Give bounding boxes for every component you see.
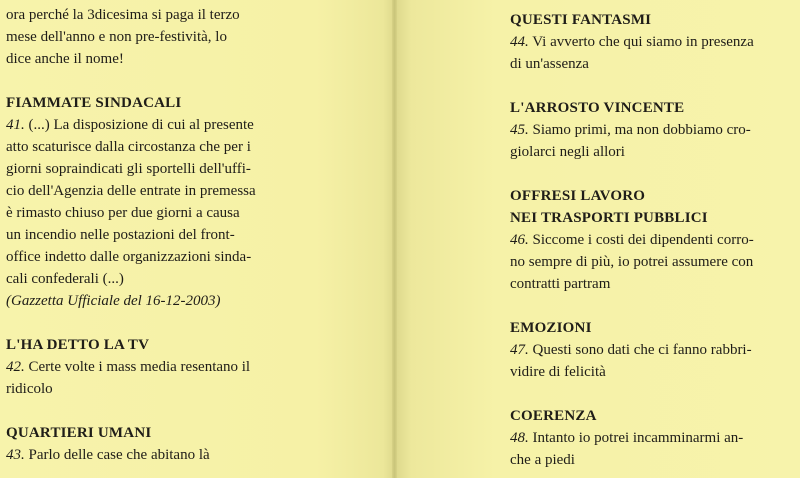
entry-title: EMOZIONI [510,320,592,336]
text-line: giolarci negli allori [510,144,625,160]
entry-title: QUESTI FANTASMI [510,12,652,28]
text-line: vidire di felicità [510,364,606,380]
entry-42 [6,334,280,400]
text-line: ridicolo [6,381,53,397]
text-line: 46. Siccome i costi dei dipendenti corro- [510,232,754,248]
entry-46 [510,185,782,295]
text-line: 47. Questi sono dati che ci fanno rabbri- [510,342,752,358]
text-line: giorni sopraindicati gli sportelli dell'uffi- [6,161,251,177]
intro-paragraph [6,4,280,70]
entry-title: OFFRESI LAVORO [510,188,646,204]
text-line: dice anche il nome! [6,51,124,67]
text-line: no sempre di più, io potrei assumere con [510,254,754,270]
book-gutter [392,0,397,478]
entry-44 [510,9,782,75]
text-line: cali confederali (...) [6,271,124,287]
entry-45 [510,97,782,163]
entry-48 [510,405,782,471]
entry-number: 41. [6,117,25,133]
entry-title: L'ARROSTO VINCENTE [510,100,685,116]
text-line: contratti partram [510,276,611,292]
right-column [510,9,782,471]
entry-title: L'HA DETTO LA TV [6,337,150,353]
entry-number: 48. [510,430,529,446]
entry-title: COERENZA [510,408,597,424]
text-line: 44. Vi avverto che qui siamo in presenza [510,34,754,50]
text-line: ora perché la 3dicesima si paga il terzo [6,7,240,23]
entry-43 [6,422,280,466]
text-line: è rimasto chiuso per due giorni a causa [6,205,240,221]
entry-title: QUARTIERI UMANI [6,425,152,441]
text-line: cio dell'Agenzia delle entrate in premessa [6,183,256,199]
left-column [6,4,280,466]
entry-number: 45. [510,122,529,138]
entry-number: 47. [510,342,529,358]
entry-title: FIAMMATE SINDACALI [6,95,182,111]
text-line: office indetto dalle organizzazioni sinda- [6,249,252,265]
source-citation: (Gazzetta Ufficiale del 16-12-2003) [6,293,221,309]
text-line: mese dell'anno e non pre-festività, lo [6,29,227,45]
entry-number: 44. [510,34,529,50]
text-line: di un'assenza [510,56,589,72]
text-line: 45. Siamo primi, ma non dobbiamo cro- [510,122,751,138]
text-line: un incendio nelle postazioni del front- [6,227,235,243]
text-line: 48. Intanto io potrei incamminarmi an- [510,430,744,446]
text-line: atto scaturisce dalla circostanza che per i [6,139,251,155]
text-line: 42. Certe volte i mass media resentano il [6,359,251,375]
text-line: 41. (...) La disposizione di cui al presente [6,117,254,133]
entry-number: 46. [510,232,529,248]
entry-title: NEI TRASPORTI PUBBLICI [510,210,708,226]
text-line: che a piedi [510,452,575,468]
entry-number: 42. [6,359,25,375]
entry-number: 43. [6,447,25,463]
entry-47 [510,317,782,383]
text-line: 43. Parlo delle case che abitano là [6,447,210,463]
entry-41 [6,92,280,312]
